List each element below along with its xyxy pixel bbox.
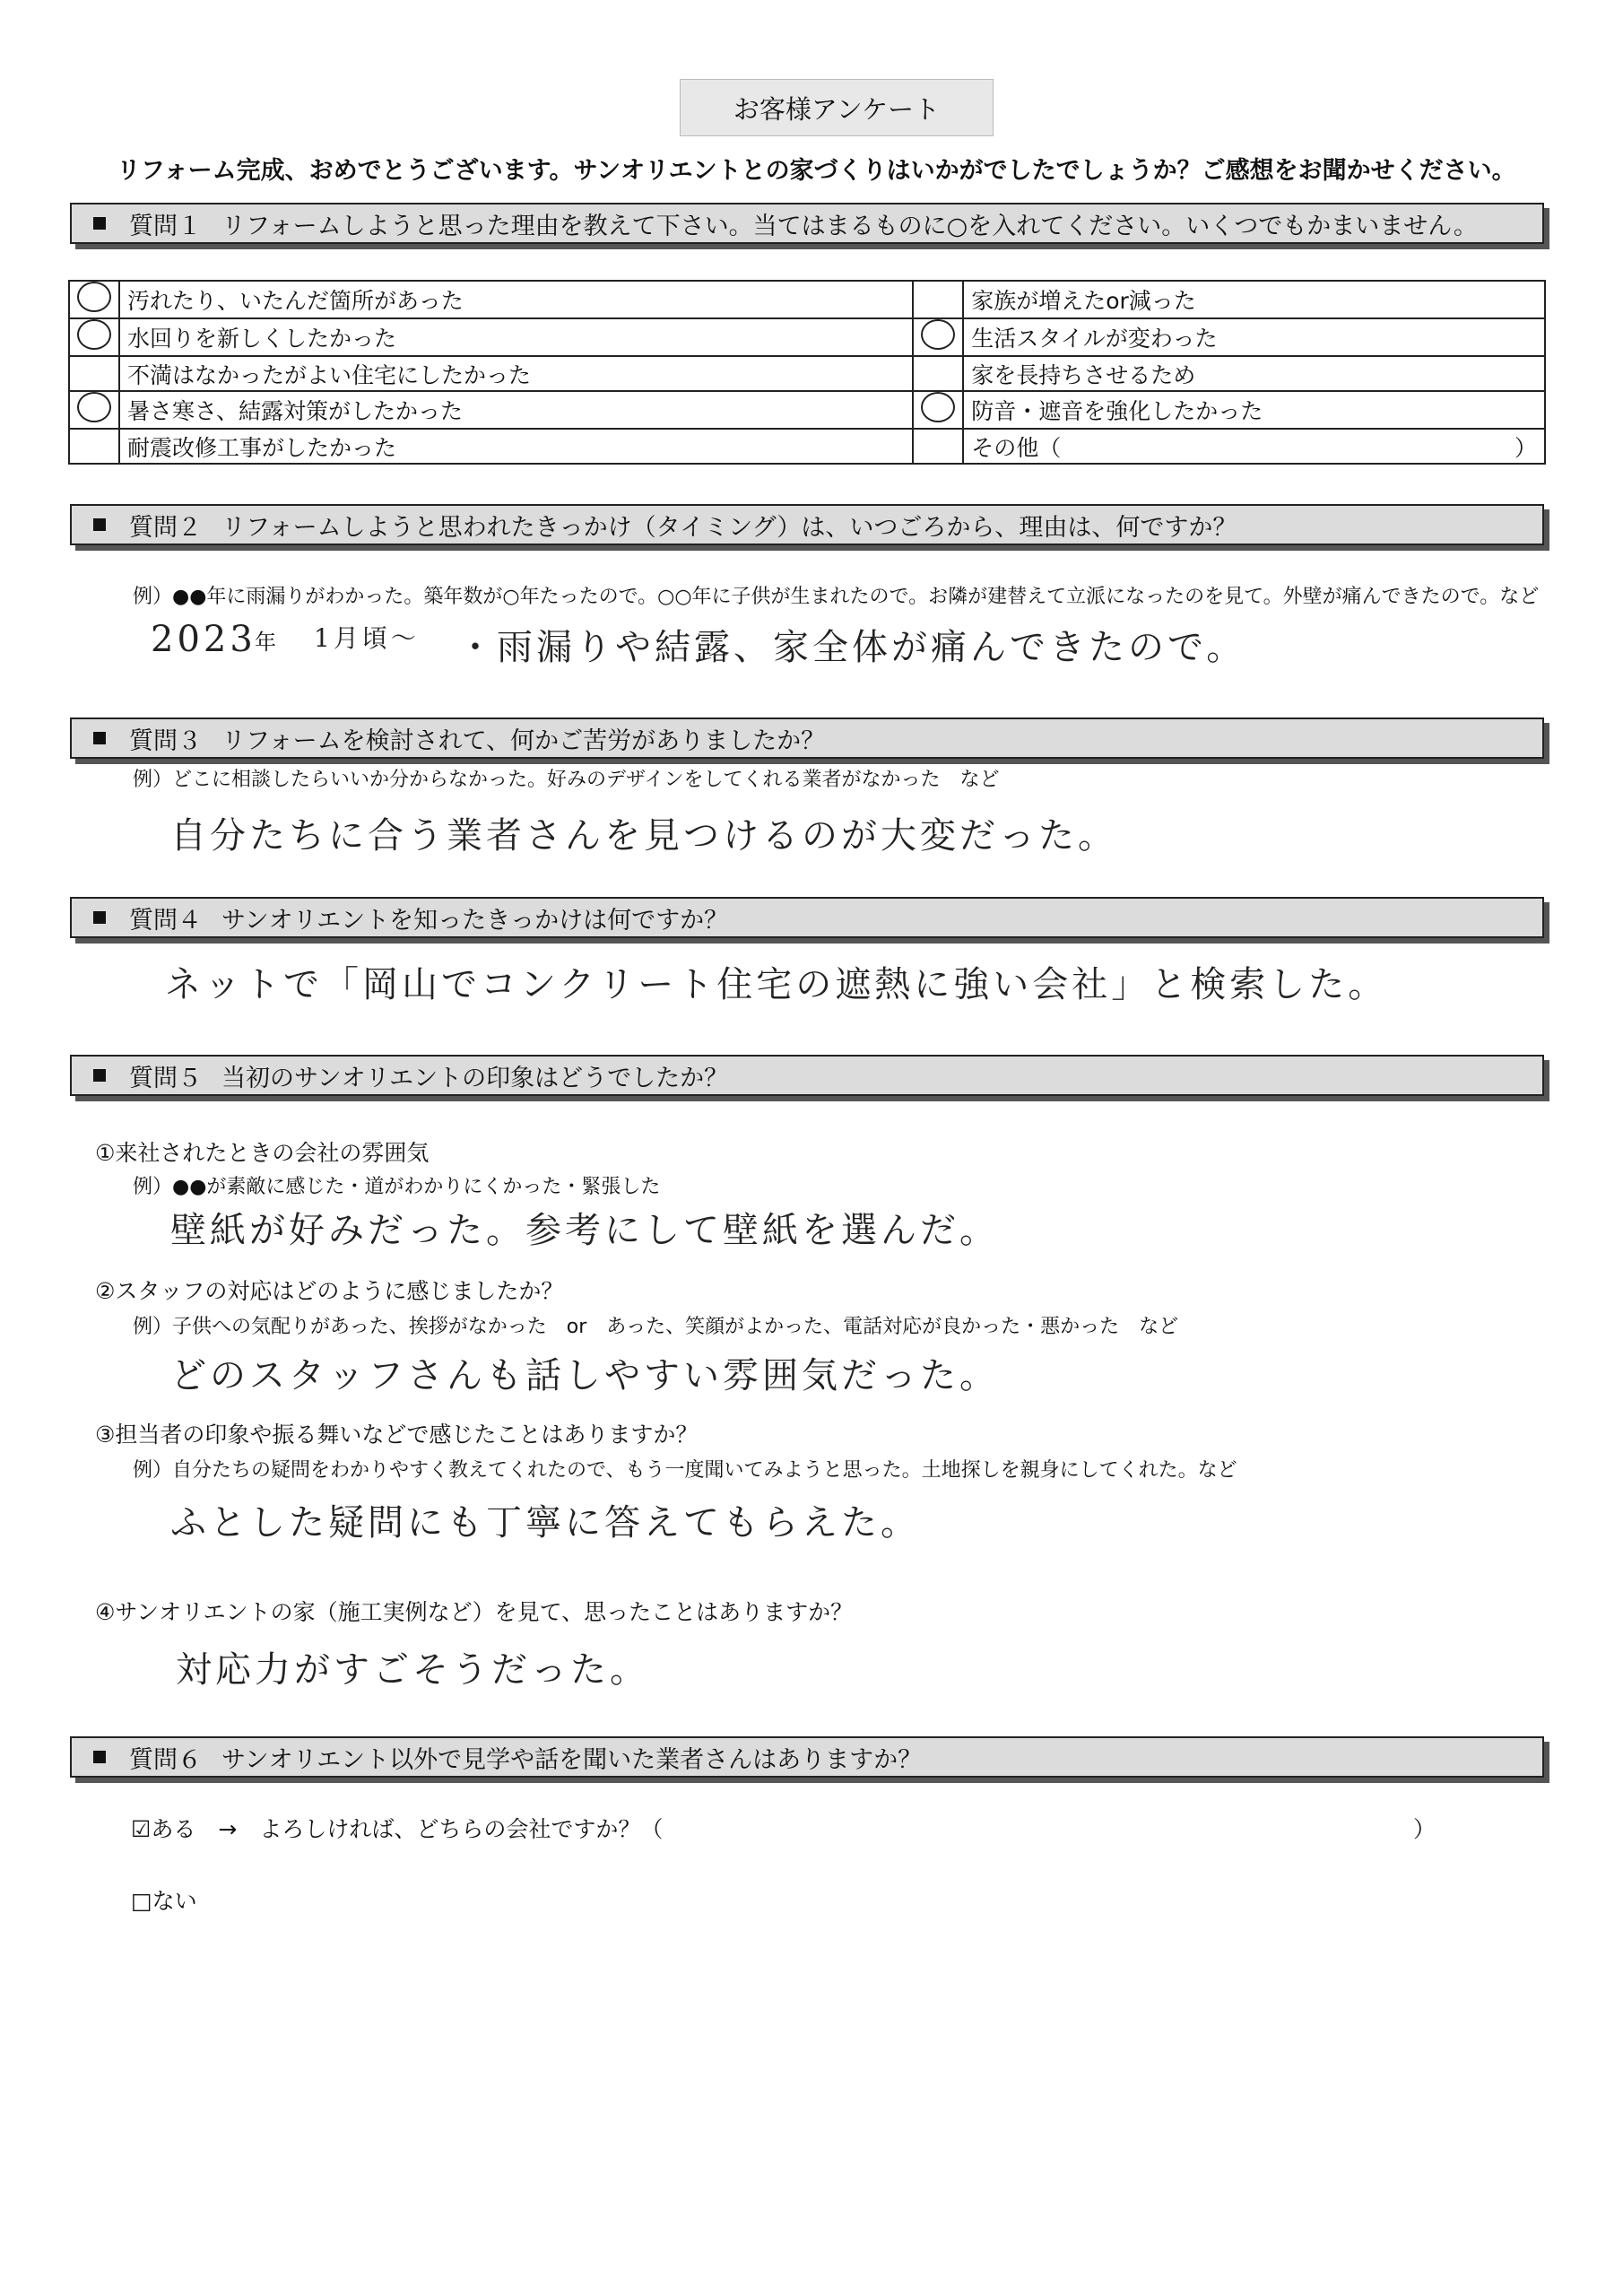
table-row	[69, 281, 1545, 318]
q5-sub-2-example: 例）子供への気配りがあった、挨拶がなかった or あった、笑顔がよかった、電話対応が良かった・悪かった など	[133, 1316, 1179, 1338]
option-label: 家を長持ちさせるため	[963, 356, 1545, 391]
circle-mark-icon	[77, 392, 111, 422]
question-text: サンオリエントを知ったきっかけは何ですか？	[221, 906, 729, 935]
checkbox-cell[interactable]	[913, 429, 963, 464]
table-row	[69, 391, 1545, 429]
other-close-paren: ）	[1514, 434, 1537, 461]
q2-answer-reason: ・雨漏りや結露、家全体が痛んできたので。	[457, 627, 1246, 668]
checkbox-cell[interactable]	[913, 391, 963, 429]
table-row	[69, 429, 1545, 464]
checkbox-cell[interactable]	[69, 356, 119, 391]
checkbox-cell[interactable]	[913, 318, 963, 356]
q4-answer: ネットで「岡山でコンクリート住宅の遮熱に強い会社」と検索した。	[165, 964, 1388, 1005]
option-label: 家族が増えたor減った	[963, 281, 1545, 318]
question-number: 質問４	[129, 906, 202, 935]
q5-sub-4-answer: 対応力がすごそうだった。	[176, 1649, 649, 1691]
question-text: リフォームを検討されて、何かご苦労がありましたか？	[221, 726, 826, 755]
q5-sub-3: ③担当者の印象や振る舞いなどで感じたことはありますか？	[95, 1422, 699, 1448]
question-text: サンオリエント以外で見学や話を聞いた業者さんはありますか？	[221, 1745, 923, 1774]
q5-sub-4: ④サンオリエントの家（施工実例など）を見て、思ったことはありますか？	[95, 1599, 854, 1625]
table-row	[69, 318, 1545, 356]
option-label: 防音・遮音を強化したかった	[963, 391, 1545, 429]
checkbox-cell[interactable]	[69, 391, 119, 429]
option-no-checkbox[interactable]: □ない	[131, 1888, 197, 1914]
q2-answer-month: 1月頃～	[314, 623, 420, 653]
option-label: 暑さ寒さ、結露対策がしたかった	[119, 391, 913, 429]
option-label: 生活スタイルが変わった	[963, 318, 1545, 356]
q2-answer-year: 2023	[151, 619, 256, 660]
q3-answer: 自分たちに合う業者さんを見つけるのが大変だった。	[170, 815, 1117, 857]
checkbox-cell[interactable]	[913, 281, 963, 318]
q5-sub-1-example: 例）●●が素敵に感じた・道がわかりにくかった・緊張した	[133, 1176, 661, 1198]
q5-sub-1: ①来社されたときの会社の雰囲気	[95, 1140, 430, 1166]
q3-example: 例）どこに相談したらいいか分からなかった。好みのデザインをしてくれる業者がなかった など	[133, 769, 1000, 791]
bullet-square-icon	[93, 1069, 106, 1082]
option-label: 耐震改修工事がしたかった	[119, 429, 913, 464]
q5-sub-2: ②スタッフの対応はどのように感じましたか？	[95, 1278, 564, 1304]
option-label: その他（	[971, 434, 1062, 461]
bullet-square-icon	[93, 1751, 106, 1763]
option-label: 水回りを新しくしたかった	[119, 318, 913, 356]
option-other[interactable]	[963, 429, 1545, 464]
question-3-header	[70, 718, 1544, 759]
q5-sub-3-example: 例）自分たちの疑問をわかりやすく教えてくれたので、もう一度聞いてみようと思った。土地探しを親身にしてくれた。など	[133, 1459, 1237, 1482]
question-text: リフォームしようと思った理由を教えて下さい。当てはまるものに○を入れてください。いくつでもかまいません。	[221, 212, 1478, 240]
page-title: お客様アンケート	[680, 79, 994, 136]
circle-mark-icon	[921, 392, 955, 422]
question-text: リフォームしようと思われたきっかけ（タイミング）は、いつごろから、理由は、何ですか？	[221, 513, 1237, 542]
q2-year-label: 年	[255, 630, 276, 655]
question-number: 質問１	[129, 212, 202, 240]
checkbox-cell[interactable]	[69, 318, 119, 356]
question-number: 質問６	[129, 1745, 202, 1774]
question-2-header	[70, 504, 1544, 545]
question-number: 質問５	[129, 1064, 202, 1092]
question-4-header	[70, 897, 1544, 938]
question-number: 質問３	[129, 726, 202, 755]
bullet-square-icon	[93, 518, 106, 531]
checkbox-cell[interactable]	[69, 429, 119, 464]
option-label: 汚れたり、いたんだ箇所があった	[119, 281, 913, 318]
circle-mark-icon	[77, 319, 111, 350]
q5-sub-2-answer: どのスタッフさんも話しやすい雰囲気だった。	[170, 1355, 999, 1396]
bullet-square-icon	[93, 217, 106, 230]
q5-sub-3-answer: ふとした疑問にも丁寧に答えてもらえた。	[170, 1502, 920, 1544]
intro-text: リフォーム完成、おめでとうございます。サンオリエントとの家づくりはいかがでしたでしょうか？ご感想をお聞かせください。	[117, 157, 1516, 185]
question-6-header	[70, 1736, 1544, 1778]
q5-sub-1-answer: 壁紙が好みだった。参考にして壁紙を選んだ。	[170, 1210, 999, 1251]
question-number: 質問２	[129, 513, 202, 542]
circle-mark-icon	[921, 319, 955, 350]
question-text: 当初のサンオリエントの印象はどうでしたか？	[221, 1064, 729, 1092]
checkbox-cell[interactable]	[69, 281, 119, 318]
reason-table	[68, 280, 1546, 465]
checkbox-cell[interactable]	[913, 356, 963, 391]
question-5-header	[70, 1055, 1544, 1096]
circle-mark-icon	[77, 282, 111, 312]
option-yes-close-paren: ）	[1413, 1816, 1436, 1842]
option-label: 不満はなかったがよい住宅にしたかった	[119, 356, 913, 391]
table-row	[69, 356, 1545, 391]
bullet-square-icon	[93, 732, 106, 744]
bullet-square-icon	[93, 911, 106, 924]
question-1-header	[70, 203, 1544, 244]
option-yes-checkbox[interactable]: ☑ある → よろしければ、どちらの会社ですか？（	[131, 1816, 664, 1842]
q2-example: 例）●●年に雨漏りがわかった。築年数が○年たったので。○○年に子供が生まれたので。お隣が建替えて立派になったのを見て。外壁が痛んできたので。など	[133, 586, 1540, 608]
